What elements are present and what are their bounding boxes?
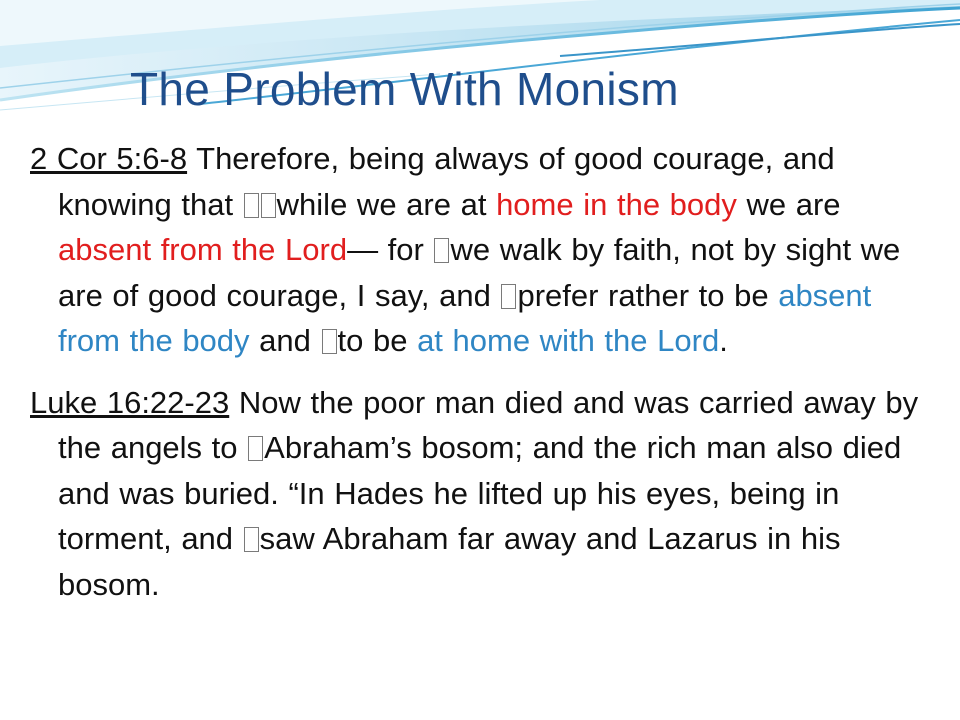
footnote-marker-icon: [434, 238, 449, 263]
verse-text: to be: [337, 323, 418, 358]
verse-text: and: [249, 323, 321, 358]
highlight-blue: at home with the Lord: [417, 323, 720, 358]
slide-title: The Problem With Monism: [130, 63, 679, 115]
verse-text: — for: [347, 232, 434, 267]
scripture-paragraph-luke: [30, 380, 935, 608]
footnote-marker-icon: [248, 436, 263, 461]
highlight-red: absent from the Lord: [58, 232, 348, 267]
scripture-paragraph-2cor: [30, 136, 935, 364]
verse-text: Now the poor man died and was carried away by the angels to: [58, 384, 919, 465]
verse-text: saw Abraham far away and Lazarus in his bosom.: [58, 521, 841, 602]
scripture-reference-luke: Luke 16:22-23: [30, 384, 230, 420]
verse-text: we are: [736, 186, 841, 222]
footnote-marker-icon: [244, 193, 259, 218]
verse-text: .: [719, 323, 728, 358]
verse-text: prefer rather to be: [517, 277, 779, 313]
footnote-marker-icon: [244, 527, 259, 552]
scripture-reference-2cor: 2 Cor 5:6-8: [30, 141, 188, 176]
highlight-red: home in the body: [496, 186, 737, 222]
slide-body: [30, 136, 935, 623]
footnote-marker-icon: [322, 329, 337, 354]
verse-text: we walk by faith, not by sight we are of good courage, I say, and: [58, 232, 901, 313]
verse-text: Abraham’s bosom; and the rich man also died and was buried. “In Hades he lifted up his eyes, being in torment, and: [58, 430, 902, 556]
verse-text: while we are at: [276, 186, 497, 222]
highlight-blue: absent from the body: [58, 277, 872, 358]
footnote-marker-icon: [261, 193, 276, 218]
footnote-marker-icon: [501, 284, 516, 309]
verse-text: Therefore, being always of good courage, and knowing that: [58, 141, 835, 222]
